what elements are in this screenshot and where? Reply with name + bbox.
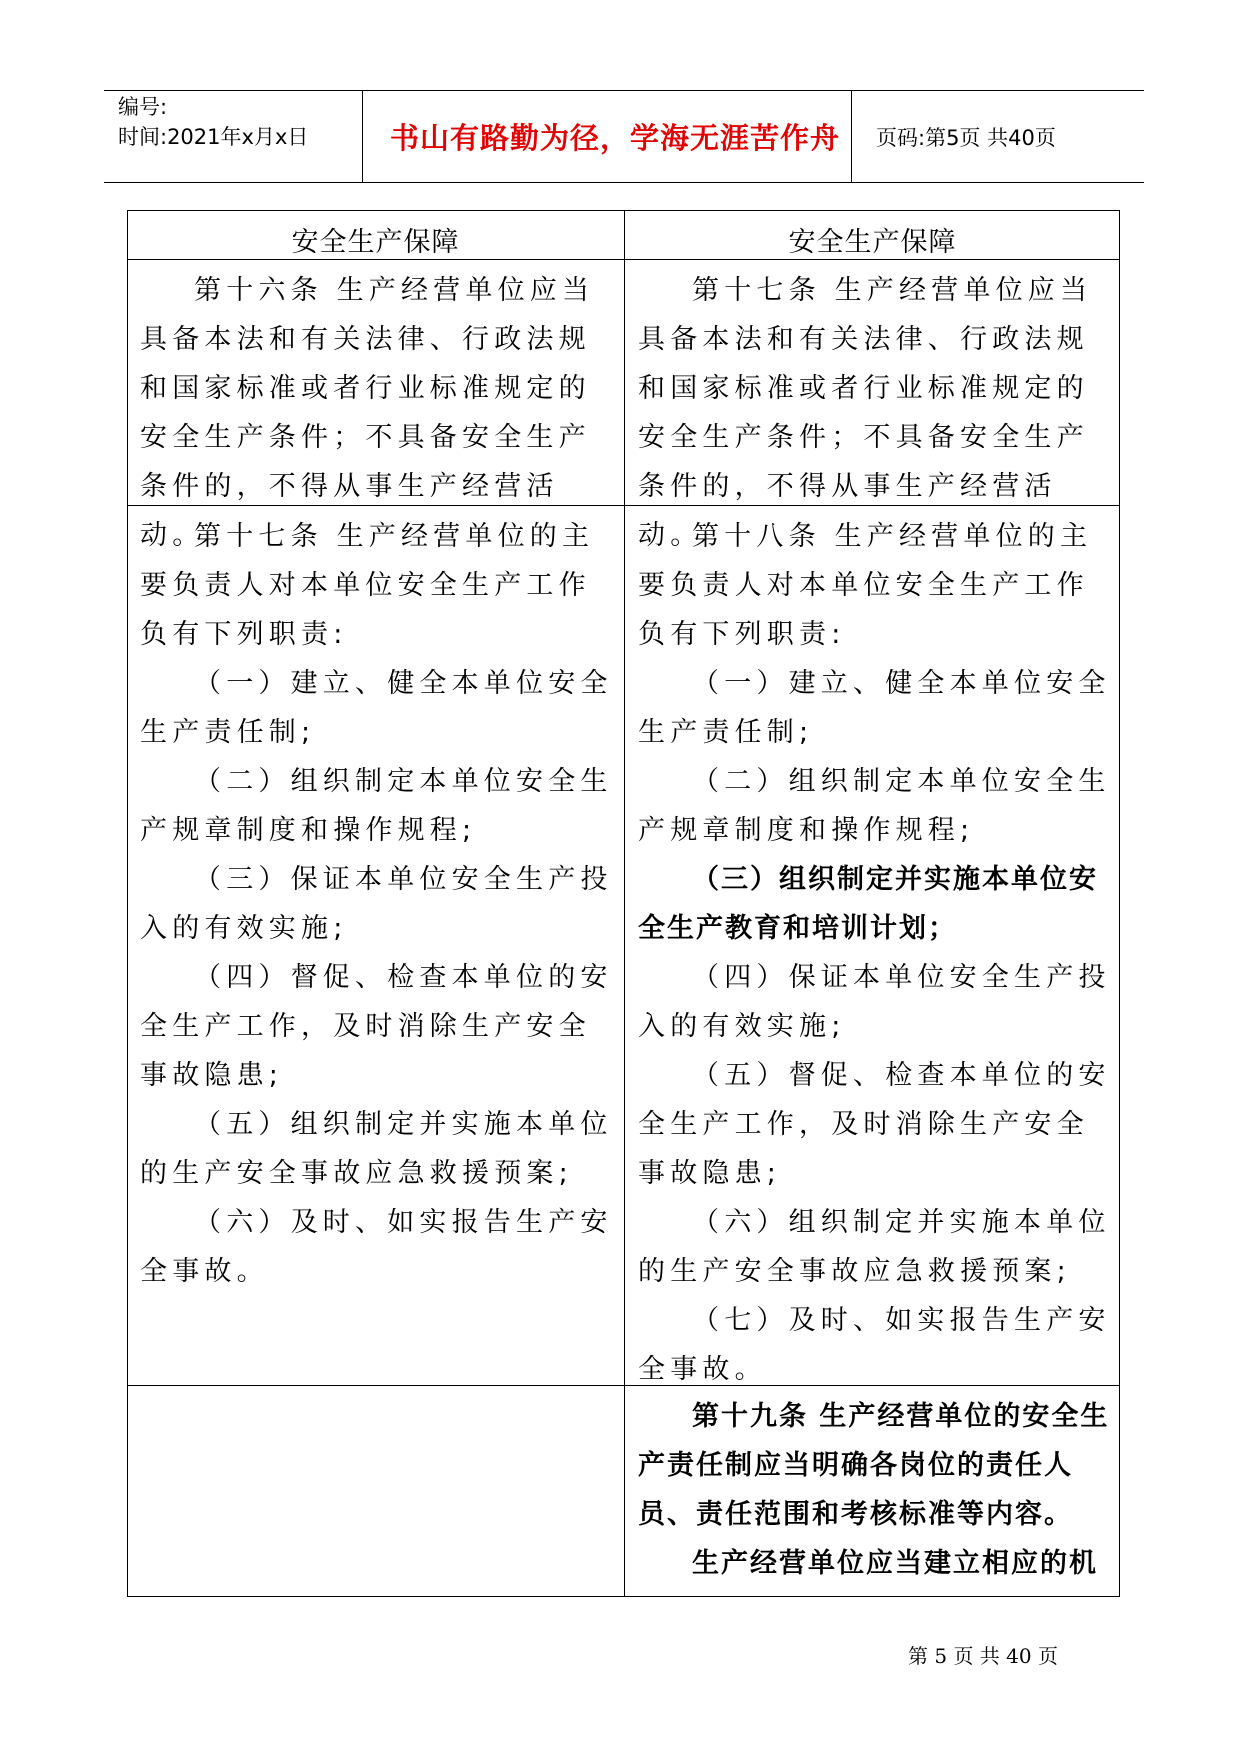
- article-18-new-intro: 第十八条 生产经营单位的主要负责人对本单位安全生产工作负有下列职责:: [638, 521, 1093, 650]
- article-19-new: 第十九条 生产经营单位的安全生产责任制应当明确各岗位的责任人员、责任范围和考核标准等内容。: [638, 1401, 1110, 1530]
- column-title-left: 安全生产保障: [291, 227, 460, 258]
- article-17-old-intro: 第十七条 生产经营单位的主要负责人对本单位安全生产工作负有下列职责:: [140, 521, 595, 650]
- header-top-rule: [104, 90, 1144, 91]
- column-title-right: 安全生产保障: [788, 227, 957, 258]
- header-meta: [118, 92, 308, 152]
- article-18-new-item-6: （六）组织制定并实施本单位的生产安全事故应急救援预案;: [638, 1207, 1111, 1287]
- article-18-new-item-4: （四）保证本单位安全生产投入的有效实施;: [638, 962, 1111, 1042]
- row3-right-cell: [638, 1392, 1113, 1588]
- header-bottom-rule: [104, 182, 1144, 183]
- article-18-new-item-7: （七）及时、如实报告生产安全事故。: [638, 1305, 1111, 1385]
- article-18-new-item-1: （一）建立、健全本单位安全生产责任制;: [638, 668, 1111, 748]
- table-header-rule: [127, 259, 1120, 260]
- article-17-old-item-1: （一）建立、健全本单位安全生产责任制;: [140, 668, 613, 748]
- article-17-old-item-4: （四）督促、检查本单位的安全生产工作，及时消除生产安全事故隐患;: [140, 962, 613, 1091]
- article-17-new: 第十七条 生产经营单位应当具备本法和有关法律、行政法规和国家标准或者行业标准规定的安全生产条件；不具备安全生产条件的，不得从事生产经营活动。: [638, 275, 1093, 551]
- page-footer: 第 5 页 共 40 页: [908, 1644, 1058, 1668]
- header-page-info: 页码:第5页 共40页: [876, 126, 1056, 150]
- document-time-label: 时间:2021年x月x日: [118, 125, 309, 149]
- article-18-new-item-3: （三）组织制定并实施本单位安全生产教育和培训计划；: [638, 864, 1098, 944]
- article-17-old-item-2: （二）组织制定本单位安全生产规章制度和操作规程;: [140, 766, 613, 846]
- table-column-divider: [624, 210, 625, 1597]
- article-17-old-item-5: （五）组织制定并实施本单位的生产安全事故应急救援预案;: [140, 1109, 613, 1189]
- article-19-new-para-2: 生产经营单位应当建立相应的机: [692, 1548, 1098, 1579]
- document-number-label: 编号:: [118, 95, 168, 119]
- article-17-old-item-3: （三）保证本单位安全生产投入的有效实施;: [140, 864, 613, 944]
- article-18-new-item-2: （二）组织制定本单位安全生产规章制度和操作规程;: [638, 766, 1111, 846]
- article-18-new-item-5: （五）督促、检查本单位的安全生产工作，及时消除生产安全事故隐患;: [638, 1060, 1111, 1189]
- row2-left-cell: [140, 512, 615, 1296]
- article-17-old-item-6: （六）及时、如实报告生产安全事故。: [140, 1207, 613, 1287]
- article-16-old: 第十六条 生产经营单位应当具备本法和有关法律、行政法规和国家标准或者行业标准规定的安全生产条件；不具备安全生产条件的，不得从事生产经营活动。: [140, 275, 595, 551]
- row2-right-cell: [638, 512, 1113, 1394]
- header-motto: 书山有路勤为径，学海无涯苦作舟: [389, 121, 840, 155]
- header-divider-left: [362, 90, 363, 182]
